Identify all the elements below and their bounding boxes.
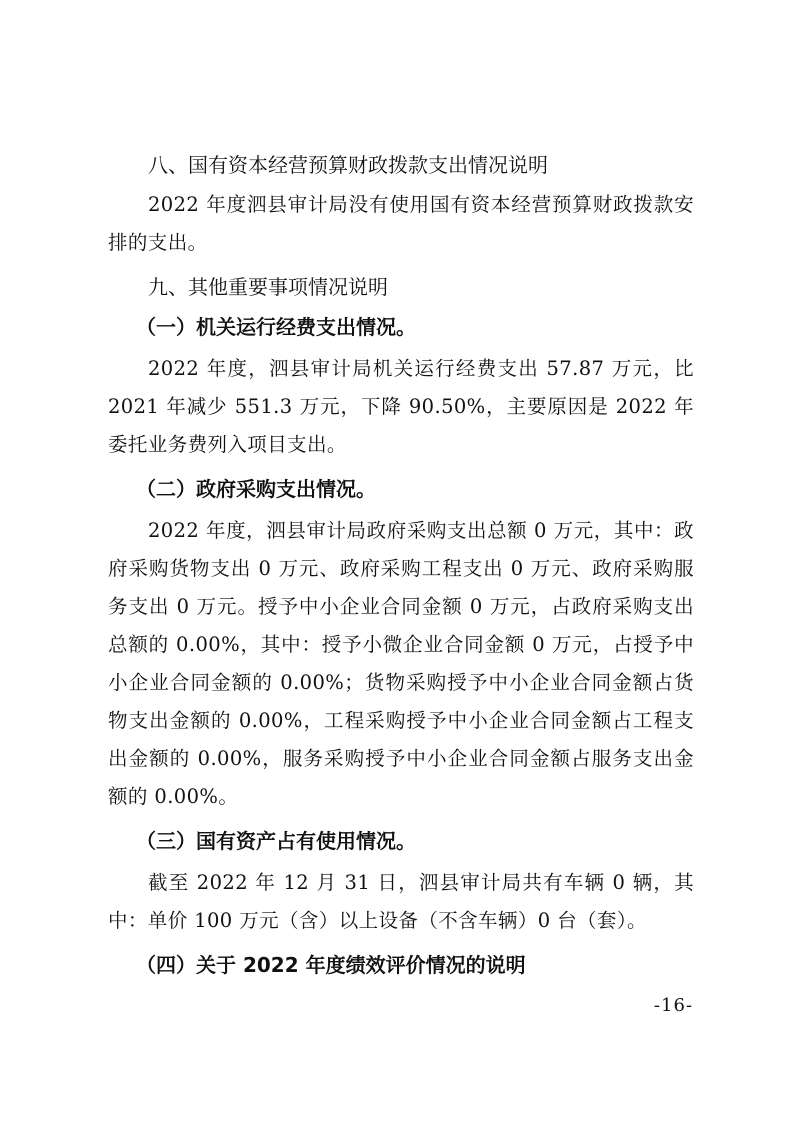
section-9-heading: 九、其他重要事项情况说明 xyxy=(148,275,388,299)
subsection-1-paragraph: 2022 年度，泗县审计局机关运行经费支出 57.87 万元，比 2021 年减少 551.3 万元，下降 90.50%，主要原因是 2022 年委托业务费列入项目支出。 xyxy=(108,357,694,456)
subsection-2-heading: （二）政府采购支出情况。 xyxy=(136,477,376,501)
section-8-heading: 八、国有资本经营预算财政拨款支出情况说明 xyxy=(148,153,548,177)
subsection-3-paragraph: 截至 2022 年 12 月 31 日，泗县审计局共有车辆 0 辆，其中：单价 100 万元（含）以上设备（不含车辆）0 台（套）。 xyxy=(108,871,694,932)
document-body xyxy=(108,146,694,988)
subsection-3-heading: （三）国有资产占有使用情况。 xyxy=(136,829,416,853)
subsection-4-heading: （四）关于 2022 年度绩效评价情况的说明 xyxy=(136,953,526,977)
subsection-2-paragraph: 2022 年度，泗县审计局政府采购支出总额 0 万元，其中：政府采购货物支出 0 万元、政府采购工程支出 0 万元、政府采购服务支出 0 万元。授予中小企业合同金额 0 万元，占政府采购支出总额的 0.00%，其中：授予小微企业合同金额 0 万元，占授予中小企业合同金额的 0.00%；货物采购授予中小企业合同金额占货物支出金额的 0.00%，工程采购授予中小企业合同金额占工程支出金额的 0.00%，服务采购授予中小企业合同金额占服务支出金额的 0.00%。 xyxy=(108,519,694,808)
subsection-1-heading: （一）机关运行经费支出情况。 xyxy=(136,315,416,339)
section-8-paragraph: 2022 年度泗县审计局没有使用国有资本经营预算财政拨款安排的支出。 xyxy=(108,193,694,254)
page-number: -16- xyxy=(653,995,693,1016)
